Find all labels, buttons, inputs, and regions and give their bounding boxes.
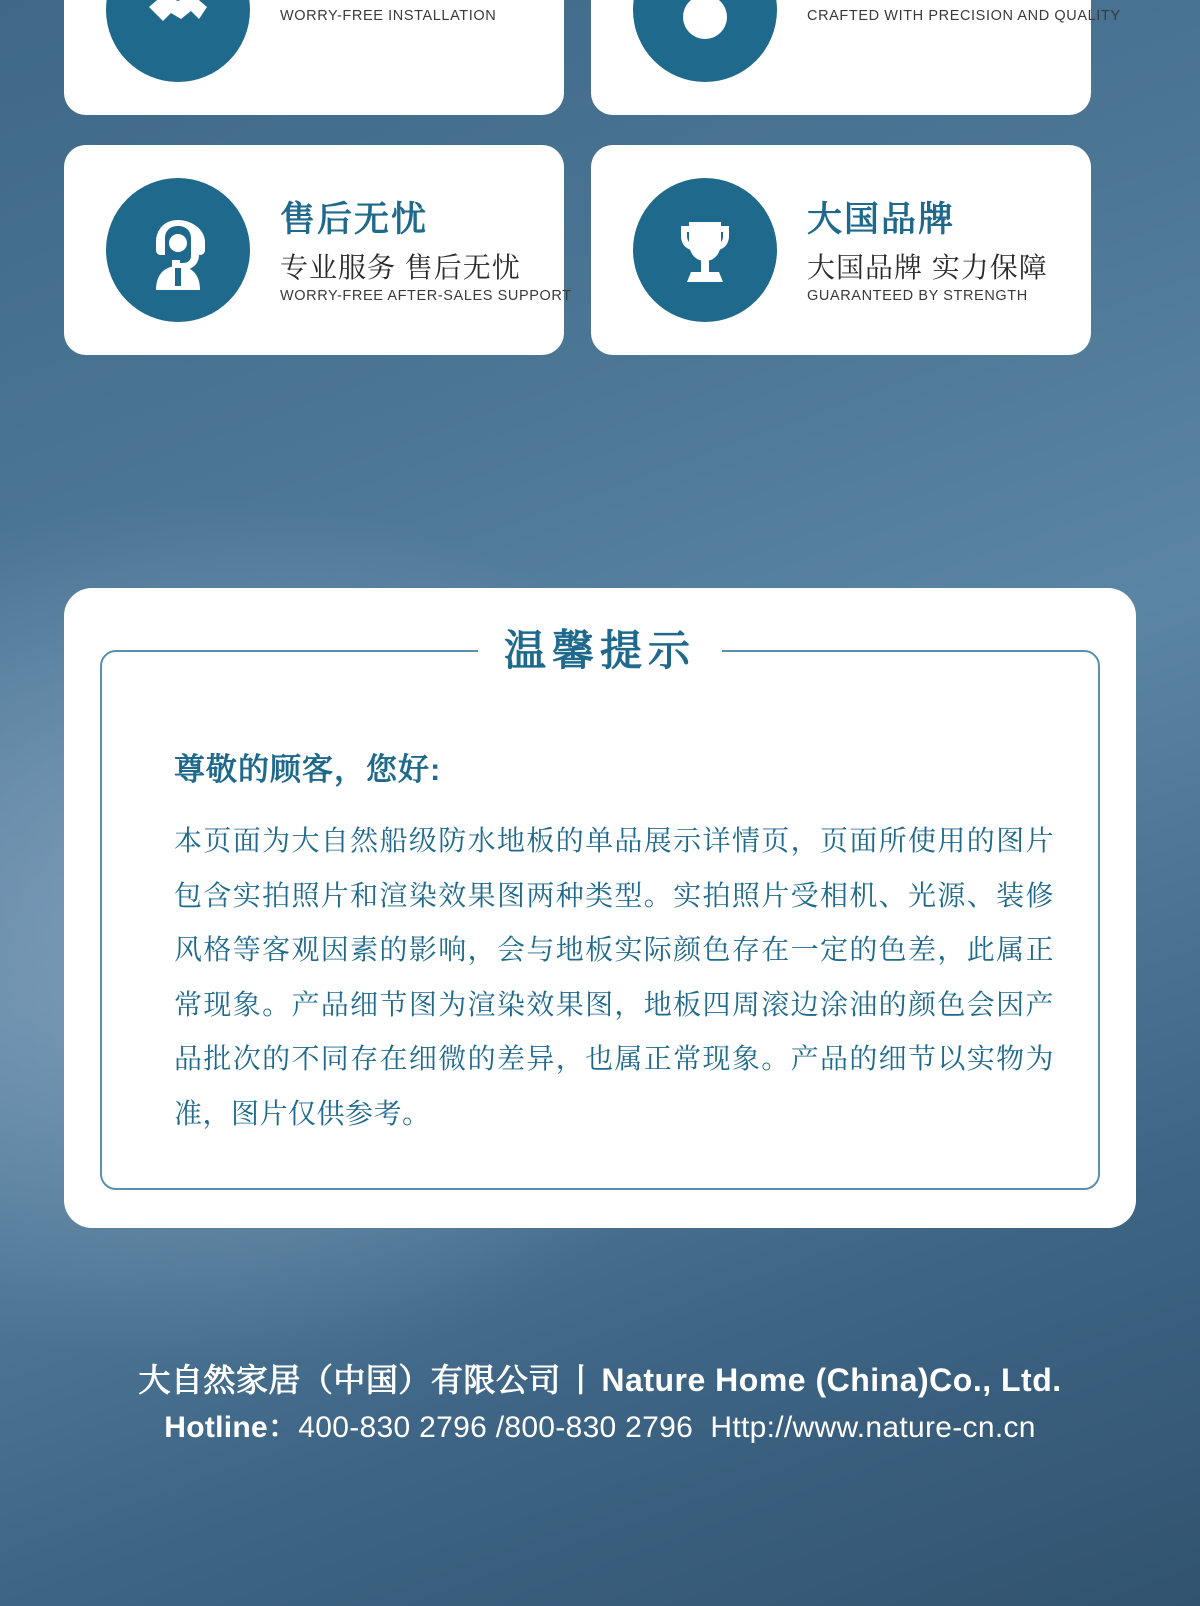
- headset-agent-icon: [106, 178, 250, 322]
- notice-body: 本页面为大自然船级防水地板的单品展示详情页，页面所使用的图片包含实拍照片和渲染效果图两种类型。实拍照片受相机、光源、装修风格等客观因素的影响，会与地板实际颜色存在一定的色差，此属正常现象。产品细节图为渲染效果图，地板四周滚边涂油的颜色会因产品批次的不同存在细微的差异，也属正常现象。产品的细节以实物为准，图片仅供参考。: [174, 825, 1054, 1129]
- page-footer: [0, 1360, 1200, 1449]
- feature-card-text: [280, 0, 496, 26]
- medal-icon: [633, 0, 777, 82]
- footer-website[interactable]: Http://www.nature-cn.cn: [710, 1410, 1036, 1444]
- feature-card: [64, 145, 572, 355]
- footer-hotline-label: Hotline：: [164, 1410, 299, 1444]
- feature-card: [591, 145, 1091, 355]
- feature-card-english: WORRY-FREE INSTALLATION: [280, 8, 497, 25]
- feature-card-english: GUARANTEED BY STRENGTH: [807, 288, 1028, 305]
- footer-hotline-numbers: 400-830 2796 /800-830 2796: [298, 1410, 694, 1444]
- notice-greeting: 尊敬的顾客，您好:: [174, 752, 442, 787]
- feature-card-subtitle: 专业服务 售后无忧: [280, 251, 521, 283]
- notice-panel: [64, 588, 1136, 1228]
- notice-title: 温馨提示: [478, 622, 722, 680]
- footer-contact-line: [0, 1406, 1200, 1450]
- feature-card-english: WORRY-FREE AFTER-SALES SUPPORT: [280, 288, 572, 305]
- feature-card-english: CRAFTED WITH PRECISION AND QUALITY: [807, 8, 1121, 25]
- feature-card-text: [807, 0, 1121, 26]
- feature-card-text: [280, 195, 572, 306]
- feature-card-title: 大国品牌: [807, 199, 956, 239]
- feature-card-subtitle: 大国品牌 实力保障: [807, 251, 1048, 283]
- feature-card-title: 售后无忧: [280, 199, 429, 239]
- feature-card: [591, 0, 1121, 115]
- feature-card-grid: [64, 0, 1119, 355]
- notice-border: [100, 627, 1100, 1190]
- feature-card-text: [807, 195, 1048, 306]
- trophy-icon: [633, 178, 777, 322]
- footer-company-cn: 大自然家居（中国）有限公司: [138, 1362, 561, 1398]
- handshake-icon: [106, 0, 250, 82]
- footer-separator: 丨: [564, 1362, 598, 1398]
- footer-company-line: [0, 1360, 1200, 1402]
- feature-card: [64, 0, 564, 115]
- footer-company-en: Nature Home (China)Co., Ltd.: [601, 1362, 1062, 1398]
